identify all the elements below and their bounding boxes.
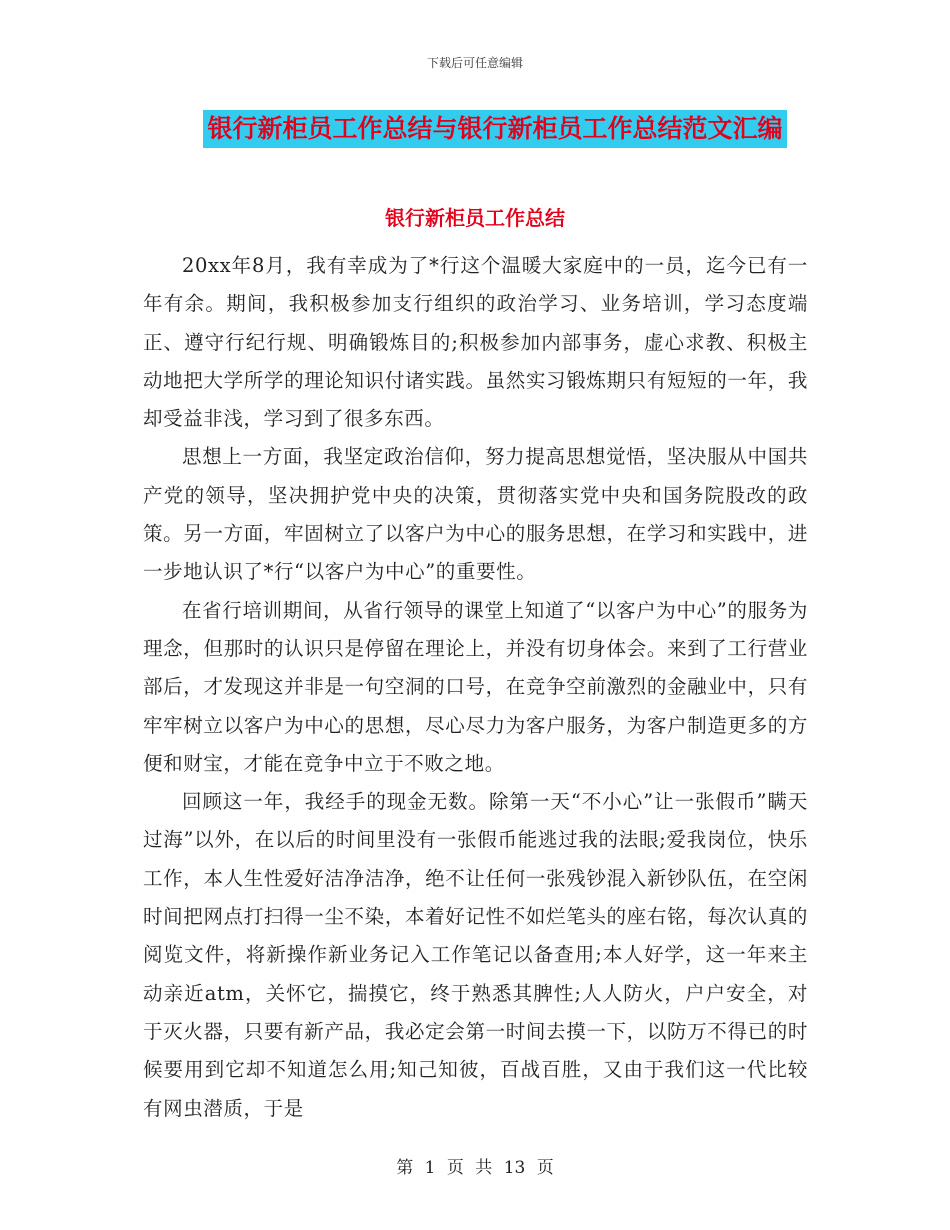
- header-note: 下载后可任意编辑: [426, 56, 523, 70]
- title-wrap: [0, 110, 950, 148]
- paragraph-4: 回顾这一年，我经手的现金无数。除第一天“不小心”让一张假币”瞒天过海”以外，在以后的时间里没有一张假币能逃过我的法眼;爱我岗位，快乐工作，本人生性爱好洁净洁净，绝不让任何一张残钞混入新钞队伍，在空闲时间把网点打扫得一尘不染，本着好记性不如烂笔头的座右铭，每次认真的阅览文件，将新操作新业务记入工作笔记以备查用;本人好学，这一年来主动亲近atm，关怀它，揣摸它，终于熟悉其脾性;人人防火，户户安全，对于灭火器，只要有新产品，我必定会第一时间去摸一下，以防万不得已的时候要用到它却不知道怎么用;知己知彼，百战百胜，又由于我们这一代比较有网虫潜质，于是: [143, 790, 808, 1120]
- main-title: 银行新柜员工作总结与银行新柜员工作总结范文汇编: [203, 110, 786, 148]
- paragraph-3: 在省行培训期间，从省行领导的课堂上知道了“以客户为中心”的服务为理念，但那时的认识只是停留在理论上，并没有切身体会。来到了工行营业部后，才发现这并非是一句空洞的口号，在竞争空前激烈的金融业中，只有牢牢树立以客户为中心的思想，尽心尽力为客户服务，为客户制造更多的方便和财宝，才能在竞争中立于不败之地。: [143, 598, 808, 775]
- document-body: [143, 247, 808, 1128]
- page-number: 第 1 页 共 13 页: [396, 1158, 554, 1178]
- paragraph-1: 20xx年8月，我有幸成为了*行这个温暖大家庭中的一员，迄今已有一年有余。期间，我积极参加支行组织的政治学习、业务培训，学习态度端正、遵守行纪行规、明确锻炼目的;积极参加内部事务，虚心求教、积极主动地把大学所学的理论知识付诸实践。虽然实习锻炼期只有短短的一年，我却受益非浅，学习到了很多东西。: [143, 254, 808, 431]
- paragraph-2: 思想上一方面，我坚定政治信仰，努力提高思想觉悟，坚决服从中国共产党的领导，坚决拥护党中央的决策，贯彻落实党中央和国务院股改的政策。另一方面，牢固树立了以客户为中心的服务思想，在学习和实践中，进一步地认识了*行“以客户为中心”的重要性。: [143, 445, 808, 584]
- section-title: 银行新柜员工作总结: [385, 206, 565, 230]
